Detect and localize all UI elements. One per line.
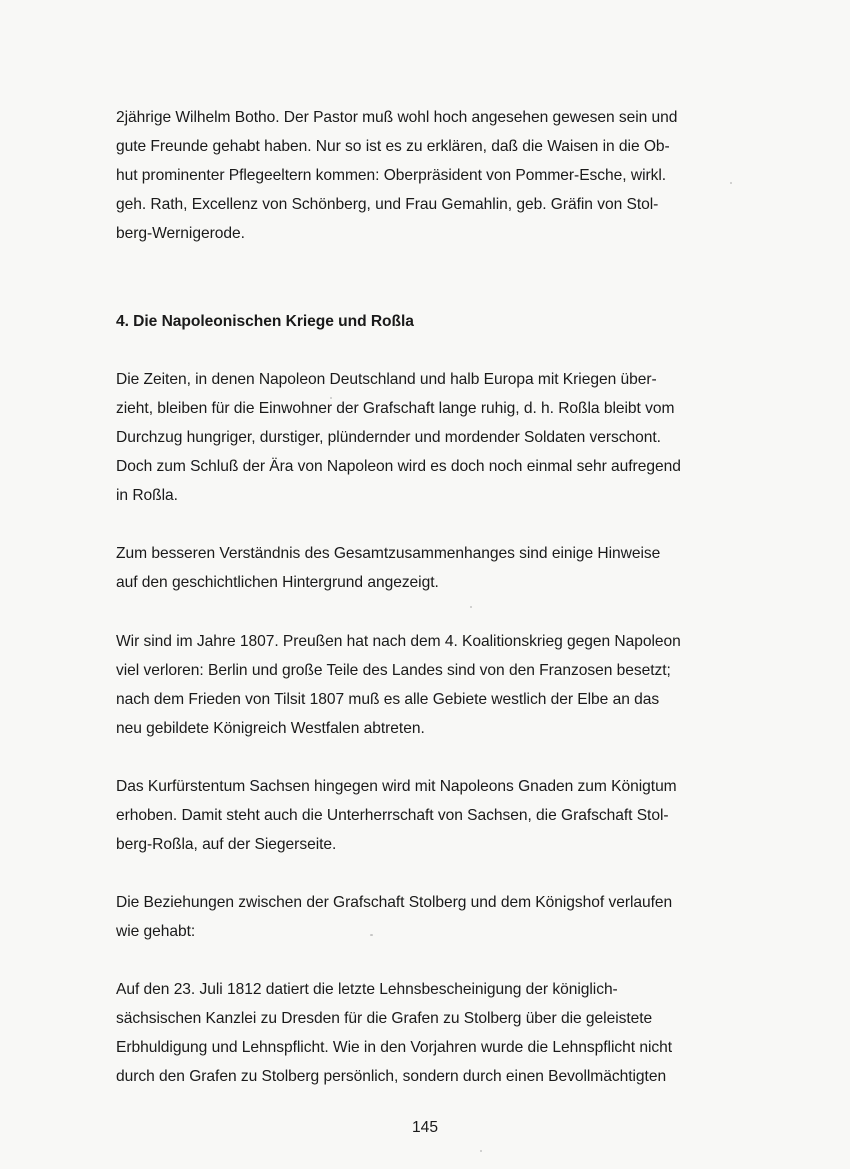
text-line: durch den Grafen zu Stolberg persönlich, sondern durch einen Bevollmächtigten (116, 1068, 667, 1085)
text-line: Doch zum Schluß der Ära von Napoleon wird es doch noch einmal sehr aufregend (116, 458, 681, 475)
text-line: Wir sind im Jahre 1807. Preußen hat nach dem 4. Koalitionskrieg gegen Napoleon (116, 633, 681, 650)
text-line: Die Beziehungen zwischen der Grafschaft Stolberg und dem Königshof verlaufen (116, 894, 673, 911)
scan-speck (480, 1150, 482, 1152)
text-line: wie gehabt: (116, 923, 196, 940)
text-line: neu gebildete Königreich Westfalen abtreten. (116, 720, 425, 737)
scan-speck (330, 397, 332, 399)
text-line: hut prominenter Pflegeeltern kommen: Oberpräsident von Pommer-Esche, wirkl. (116, 167, 667, 184)
text-line: gute Freunde gehabt haben. Nur so ist es zu erklären, daß die Waisen in die Ob- (116, 138, 670, 155)
scan-speck (730, 182, 732, 184)
text-line: zieht, bleiben für die Einwohner der Grafschaft lange ruhig, d. h. Roßla bleibt vom (116, 400, 675, 417)
text-line: erhoben. Damit steht auch die Unterherrschaft von Sachsen, die Grafschaft Stol- (116, 807, 669, 824)
text-line: auf den geschichtlichen Hintergrund angezeigt. (116, 574, 439, 591)
text-line: Erbhuldigung und Lehnspflicht. Wie in den Vorjahren wurde die Lehnspflicht nicht (116, 1039, 673, 1056)
text-line: viel verloren: Berlin und große Teile des Landes sind von den Franzosen besetzt; (116, 662, 671, 679)
text-line: berg-Wernigerode. (116, 225, 245, 242)
section-heading: 4. Die Napoleonischen Kriege und Roßla (116, 313, 414, 330)
text-line: geh. Rath, Excellenz von Schönberg, und Frau Gemahlin, geb. Gräfin von Stol- (116, 196, 659, 213)
scan-speck (470, 606, 472, 608)
text-line: Durchzug hungriger, durstiger, plündernder und mordender Soldaten verschont. (116, 429, 661, 446)
page-number: 145 (411, 1119, 439, 1136)
text-line: Auf den 23. Juli 1812 datiert die letzte Lehnsbescheinigung der königlich- (116, 981, 618, 998)
text-line: Zum besseren Verständnis des Gesamtzusammenhanges sind einige Hinweise (116, 545, 661, 562)
text-line: Das Kurfürstentum Sachsen hingegen wird mit Napoleons Gnaden zum Königtum (116, 778, 677, 795)
text-line: berg-Roßla, auf der Siegerseite. (116, 836, 337, 853)
text-line: nach dem Frieden von Tilsit 1807 muß es alle Gebiete westlich der Elbe an das (116, 691, 660, 708)
text-line: in Roßla. (116, 487, 178, 504)
scan-speck (370, 934, 373, 936)
text-line: 2jährige Wilhelm Botho. Der Pastor muß wohl hoch angesehen gewesen sein und (116, 109, 678, 126)
text-line: Die Zeiten, in denen Napoleon Deutschland und halb Europa mit Kriegen über- (116, 371, 657, 388)
text-line: sächsischen Kanzlei zu Dresden für die Grafen zu Stolberg über die geleistete (116, 1010, 653, 1027)
